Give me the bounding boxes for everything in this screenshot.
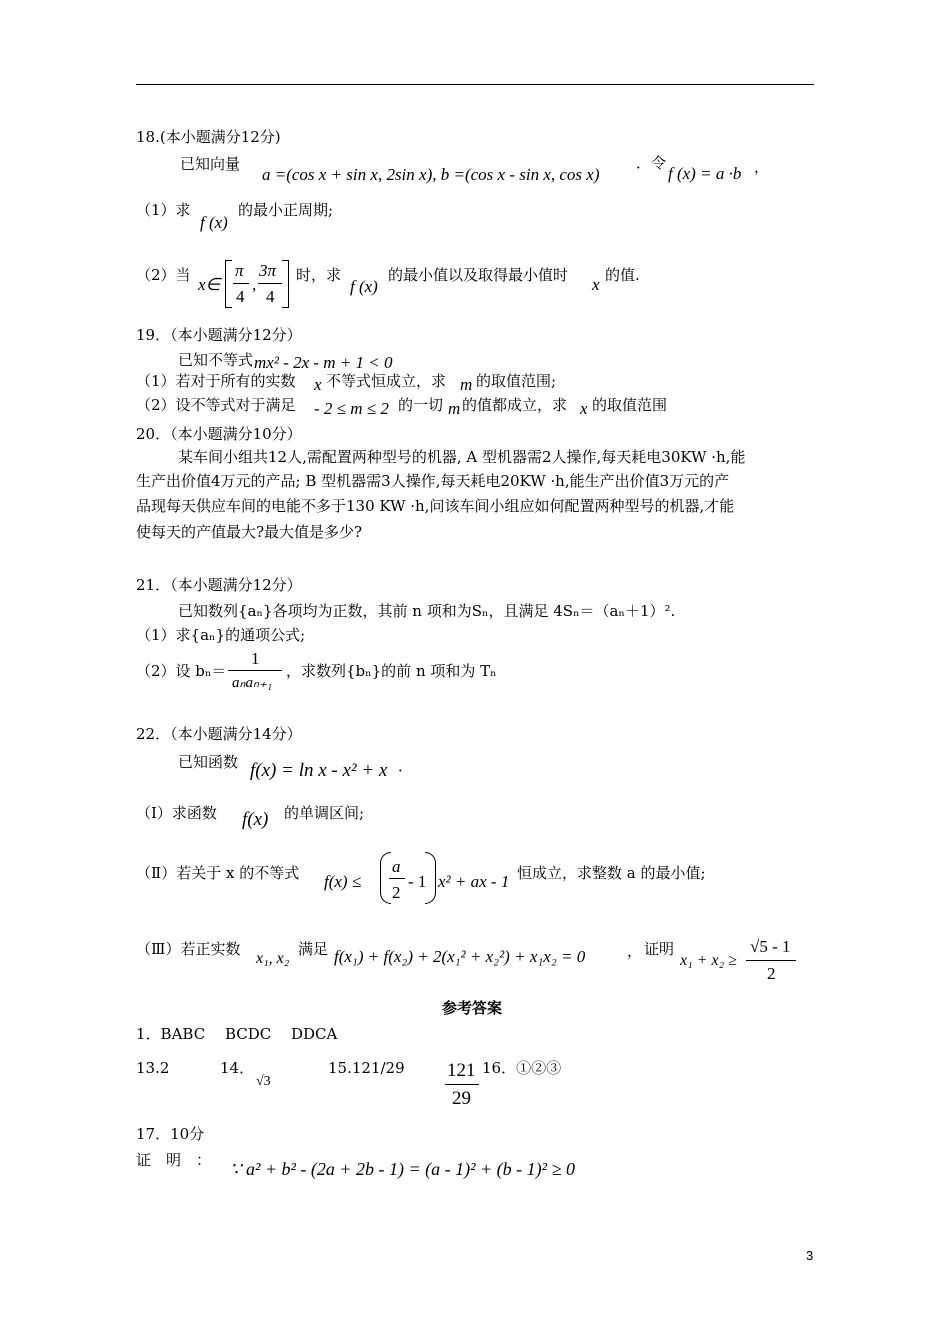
- q19-given: 已知不等式: [178, 351, 254, 369]
- q18-part1-prefix: （1）求: [136, 201, 191, 219]
- q18-fdef: f (x) = a ·b: [668, 164, 742, 183]
- q21-given: 已知数列{aₙ}各项均为正数，其前 n 项和为Sₙ，且满足 4Sₙ＝（aₙ＋1）².: [178, 602, 676, 620]
- q22-part3-comma: ，: [627, 942, 643, 960]
- q22-part3-mid: 满足: [298, 940, 329, 958]
- q18-frac2-bar: [258, 283, 282, 284]
- q20-line2: 生产出价值4万元的产品; B 型机器需3人操作,每天耗电20KW ·h,能生产出价值3万元的产: [136, 472, 730, 490]
- q18-frac1-bar: [233, 283, 249, 284]
- q21-part2-post: ，求数列{bₙ}的前 n 项和为 Tₙ: [286, 662, 497, 680]
- q19-part2-mid: 的一切: [398, 396, 444, 414]
- q19-part1-mid: 不等式恒成立，求: [326, 372, 447, 390]
- q22-part1-f: f(x): [242, 809, 269, 830]
- answer-16-frac-num: 121: [447, 1060, 476, 1081]
- q19-part2-post: 的取值范围: [592, 396, 668, 414]
- q21-part2-prefix: （2）设 bₙ＝: [136, 662, 227, 680]
- q22-part2-post: 恒成立，求整数 a 的最小值;: [517, 864, 706, 882]
- q22-header: 22．（本小题满分14分）: [136, 725, 302, 743]
- answer-16-frac-den: 29: [452, 1088, 471, 1109]
- q18-part2-x-in: x∈: [198, 275, 221, 294]
- q22-part2-lhs: f(x) ≤: [324, 872, 362, 891]
- q18-comma: ，: [754, 158, 770, 176]
- q22-part3-lhs: x₁ + x₂ ≥: [680, 952, 737, 969]
- q22-part2-two: 2: [392, 883, 401, 902]
- q19-part2-x: x: [580, 399, 588, 418]
- q18-comma2: ,: [252, 275, 257, 294]
- proof-label: 证 明 ：: [136, 1151, 212, 1169]
- q19-part1-post: 的取值范围;: [476, 372, 557, 390]
- q18-four-a: 4: [236, 287, 245, 306]
- header-rule: [136, 84, 814, 85]
- answer-13: 13.2: [136, 1059, 170, 1077]
- q22-part2-prefix: （Ⅱ）若关于 x 的不等式: [136, 864, 300, 882]
- answer-1-12: 1．BABC BCDC DDCA: [136, 1025, 338, 1043]
- q19-part1-x: x: [314, 375, 322, 394]
- q18-header: 18.(本小题满分12分): [136, 128, 281, 146]
- q22-part2-frac-bar: [389, 878, 405, 879]
- q20-header: 20．（本小题满分10分）: [136, 425, 302, 443]
- q22-right-paren: [425, 852, 436, 904]
- q22-given: 已知函数: [178, 753, 239, 771]
- q21-frac-num: 1: [251, 649, 260, 668]
- q20-line1: 某车间小组共12人,需配置两种型号的机器, A 型机器需2人操作,每天耗电30KW ·h,能: [178, 448, 746, 466]
- q18-ling: ．令: [636, 154, 667, 172]
- q22-part3-prove: 证明: [644, 940, 675, 958]
- q18-part2-xv: x: [592, 275, 600, 294]
- q22-part2-a: a: [392, 857, 401, 876]
- q18-vectors: a =(cos x + sin x, 2sin x), b =(cos x - sin x, cos x): [262, 165, 600, 184]
- q20-line3: 品现每天供应车间的电能不多于130 KW ·h,问该车间小组应如何配置两种型号的机器,才能: [136, 497, 735, 515]
- q18-part2-f: f (x): [350, 277, 378, 296]
- q18-part2-prefix: （2）当: [136, 266, 191, 284]
- q19-part1-prefix: （1）若对于所有的实数: [136, 372, 296, 390]
- q21-header: 21．（本小题满分12分）: [136, 576, 302, 594]
- q22-part1-post: 的单调区间;: [284, 804, 365, 822]
- q22-dot: ．: [398, 757, 414, 775]
- q19-header: 19．（本小题满分12分）: [136, 326, 302, 344]
- q19-inequality: mx² - 2x - m + 1 < 0: [254, 353, 393, 372]
- q18-part1-f: f (x): [200, 213, 228, 232]
- q22-part2-minus1: - 1: [408, 872, 427, 891]
- q19-part2-prefix: （2）设不等式对于满足: [136, 396, 296, 414]
- page-number: 3: [806, 1248, 814, 1263]
- q18-part2-mid: 时，求: [296, 266, 342, 284]
- answer-16-frac-bar: [445, 1084, 479, 1085]
- q18-given: 已知向量: [180, 155, 241, 173]
- q18-right-bracket: [282, 260, 289, 308]
- q22-fdef: f(x) = ln x - x² + x: [250, 760, 388, 781]
- q22-part3-eq: f(x₁) + f(x₂) + 2(x₁² + x₂²) + x₁x₂ = 0: [334, 947, 586, 966]
- q19-part2-mid2: 的值都成立，求: [462, 396, 568, 414]
- answer-16: 16．①②③: [482, 1059, 562, 1077]
- q22-part3-num: √5 - 1: [750, 937, 791, 956]
- q21-frac-den: aₙaₙ₊₁: [232, 675, 273, 691]
- q18-part2-end: 的值.: [605, 266, 640, 284]
- q19-part2-m: m: [448, 399, 461, 418]
- q18-part1-suffix: 的最小正周期;: [238, 201, 334, 219]
- q19-part1-m: m: [460, 375, 473, 394]
- answer-17: 17．10分: [136, 1125, 205, 1143]
- q18-left-bracket: [225, 260, 232, 308]
- proof-expression: ∵ a² + b² - (2a + 2b - 1) = (a - 1)² + (b - 1)² ≥ 0: [230, 1159, 575, 1179]
- q18-pi: π: [235, 261, 244, 280]
- q22-part1-prefix: （Ⅰ）求函数: [136, 804, 217, 822]
- q21-part1: （1）求{aₙ}的通项公式;: [136, 626, 306, 644]
- q20-line4: 使每天的产值最大?最大值是多少?: [136, 523, 363, 541]
- q19-part2-range: - 2 ≤ m ≤ 2: [314, 399, 389, 418]
- q18-four-b: 4: [266, 287, 275, 306]
- q22-part3-vars: x₁, x₂: [256, 950, 290, 967]
- q18-part2-post: 的最小值以及取得最小值时: [388, 266, 569, 284]
- answer-15: 15.121/29: [328, 1059, 405, 1077]
- answer-14-value: √3: [256, 1074, 271, 1089]
- answers-title: 参考答案: [442, 999, 503, 1017]
- q21-frac-bar: [228, 670, 282, 671]
- q22-part3-frac-bar: [746, 960, 796, 961]
- q22-part3-prefix: （Ⅲ）若正实数: [136, 940, 241, 958]
- q18-3pi: 3π: [259, 261, 277, 280]
- q22-part3-den: 2: [767, 964, 776, 983]
- answer-14-label: 14．: [220, 1059, 255, 1077]
- q22-part2-rhs: x² + ax - 1: [438, 872, 510, 891]
